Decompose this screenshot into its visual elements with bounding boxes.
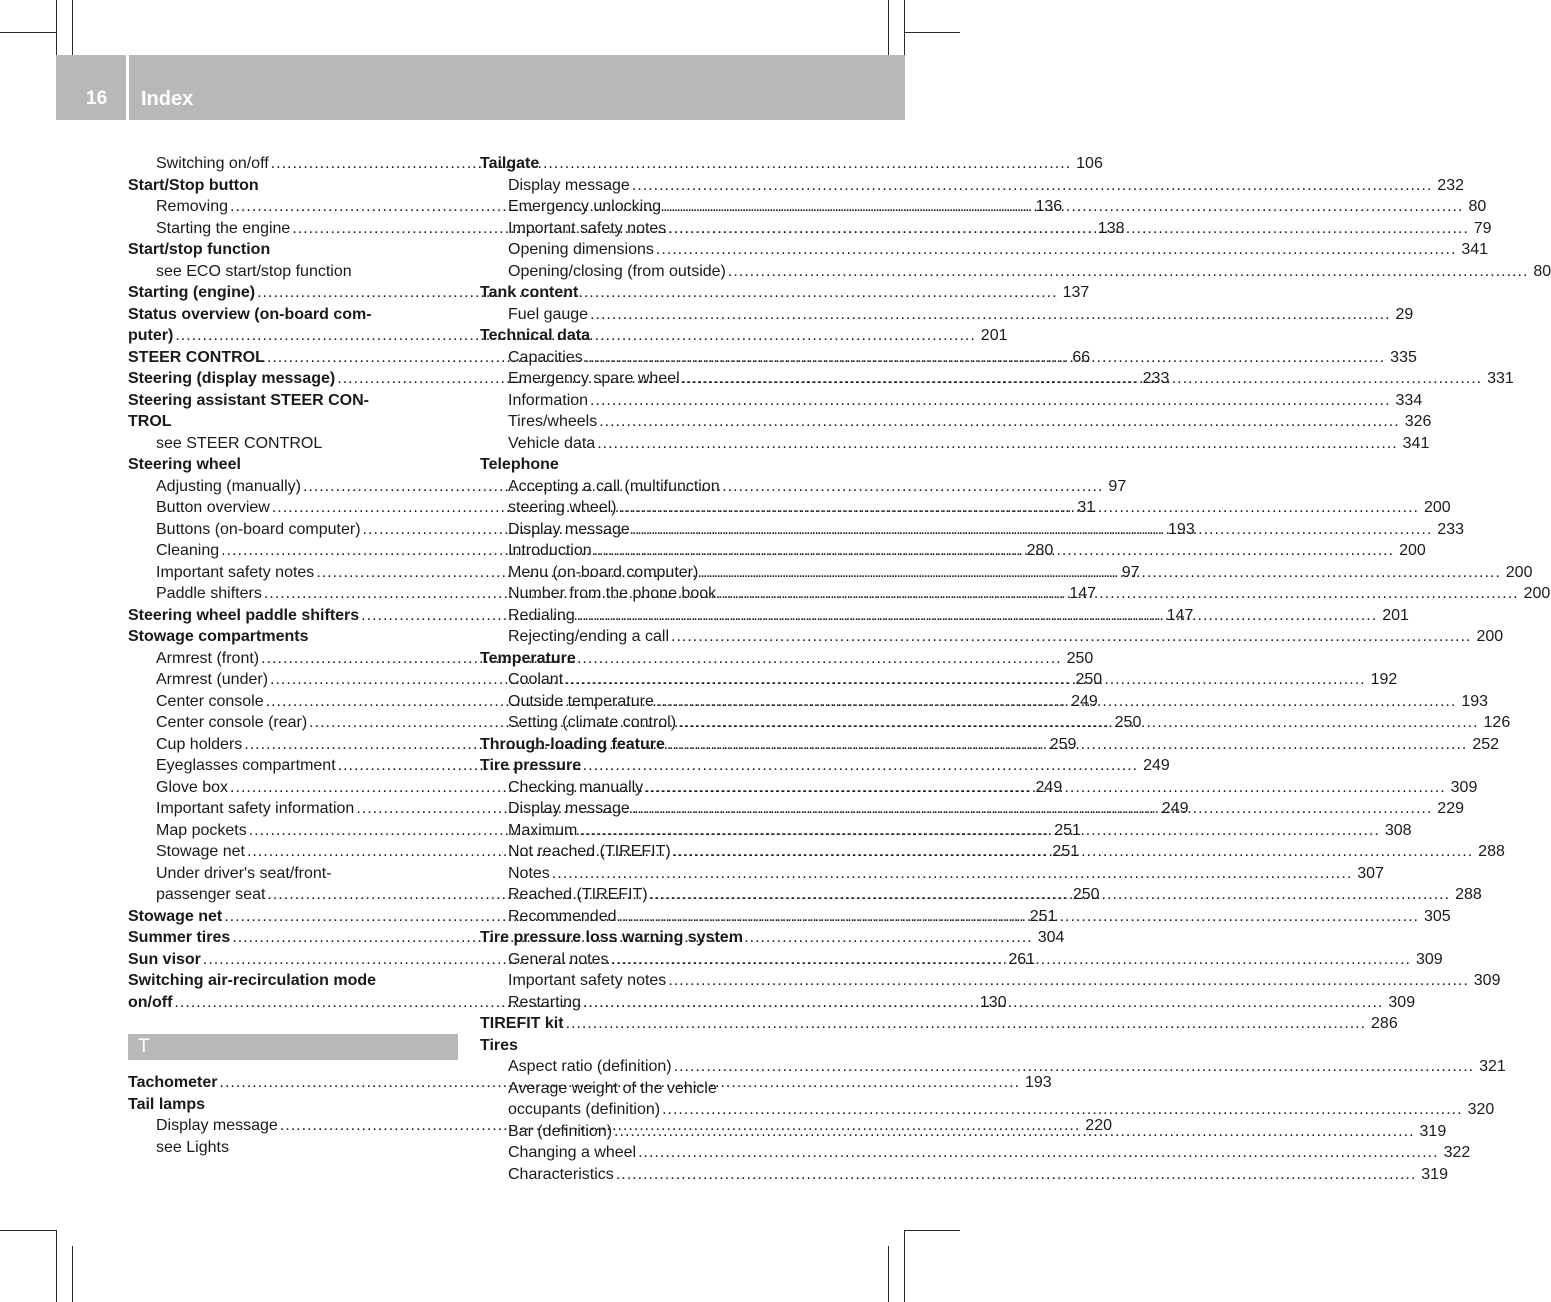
entry-text: Start/stop function (128, 241, 271, 258)
crop-mark (56, 1230, 57, 1302)
dot-leader (678, 712, 1478, 734)
entry-text: Stowage compartments (128, 628, 309, 645)
entry-text: Stowage net (128, 907, 223, 925)
index-subentry (128, 863, 458, 885)
page-reference: 220 (1085, 1117, 1112, 1134)
page-reference: 341 (1402, 434, 1430, 452)
page-reference: 309 (1388, 993, 1416, 1011)
page-reference: 200 (1476, 628, 1504, 645)
page-reference: 252 (1472, 735, 1500, 753)
index-entry (128, 970, 458, 992)
page-reference: 126 (1483, 714, 1511, 731)
letter-heading: T (128, 1034, 458, 1060)
crop-mark (888, 0, 889, 56)
entry-text: Restarting (508, 993, 581, 1011)
page-reference: 233 (1437, 520, 1464, 538)
page-reference: 193 (1024, 1074, 1052, 1091)
page-reference: 307 (1357, 864, 1384, 882)
entry-text: Paddle shifters (156, 585, 262, 602)
entry-text: Armrest (under) (156, 671, 269, 688)
page-reference: 137 (1062, 284, 1090, 301)
dot-leader (619, 906, 1419, 928)
entry-text: Reached (TIREFIT) (508, 886, 648, 903)
entry-text: General notes (508, 950, 609, 968)
crop-mark (904, 32, 960, 33)
page-reference: 334 (1395, 391, 1423, 409)
page-reference: 280 (1026, 542, 1054, 559)
page-reference: 193 (1461, 692, 1489, 710)
dot-leader (667, 734, 1467, 756)
entry-text: puter) (128, 327, 174, 344)
page-reference: 249 (1143, 757, 1170, 774)
entry-text: Capacities (508, 348, 583, 366)
page-reference: 97 (1121, 563, 1140, 581)
page-reference: 136 (1035, 198, 1063, 215)
dot-leader (577, 605, 1377, 627)
entry-text: Cup holders (156, 735, 243, 753)
entry-text: Display message (508, 800, 630, 817)
page-reference: 259 (1049, 735, 1077, 753)
entry-text: Average weight of the vehicle (508, 1079, 717, 1097)
entry-text: Summer tires (128, 929, 231, 946)
index-entry (480, 1013, 1398, 1035)
index-subentry (128, 1137, 458, 1159)
index-entry (128, 411, 458, 433)
dot-leader (671, 626, 1471, 648)
page-reference: 251 (1054, 821, 1081, 839)
entry-text: Emergency unlocking (508, 198, 661, 215)
page-reference: 232 (1437, 176, 1464, 194)
entry-text: passenger seat (156, 886, 266, 903)
index-entry (128, 626, 458, 648)
dot-leader (585, 347, 1385, 369)
index-entry (128, 175, 458, 197)
page-reference: 319 (1419, 1122, 1447, 1140)
entry-text: on/off (128, 993, 173, 1011)
entry-text: Stowage net (156, 843, 245, 860)
entry-text: Steering wheel (128, 456, 241, 473)
page-reference: 80 (1533, 262, 1551, 280)
entry-text: Temperature (480, 649, 576, 667)
page-reference: 341 (1461, 241, 1489, 258)
entry-text: Tires (480, 1036, 518, 1054)
page-reference: 138 (1097, 219, 1125, 237)
index-entry (128, 454, 458, 476)
index-entry (480, 1035, 811, 1057)
dot-leader (590, 390, 1390, 412)
page-reference: 229 (1437, 800, 1464, 817)
section-title: Index (141, 88, 194, 110)
entry-text: Eyeglasses compartment (156, 757, 336, 774)
page-reference: 249 (1071, 692, 1098, 710)
index-subentry (480, 390, 1423, 412)
dot-leader (668, 970, 1468, 992)
entry-text: Outside temperature (508, 692, 654, 710)
page-reference: 79 (1473, 219, 1492, 237)
crop-mark (0, 32, 56, 33)
dot-leader (673, 841, 1473, 863)
entry-text: Changing a wheel (508, 1144, 637, 1161)
entry-text: Start/Stop button (128, 176, 259, 194)
entry-text: Steering (display message) (128, 370, 336, 387)
dot-leader (619, 497, 1419, 519)
index-subentry (480, 411, 1432, 433)
index-entry (128, 239, 458, 261)
entry-text: Under driver's seat/front- (156, 864, 332, 882)
entry-text: Important safety notes (508, 219, 667, 237)
page-reference: 250 (1072, 886, 1100, 903)
entry-text: Sun visor (128, 950, 201, 968)
entry-text: Tailgate (480, 155, 540, 172)
entry-text: Adjusting (manually) (156, 477, 301, 495)
index-subentry (480, 1056, 1506, 1078)
entry-text: Starting (engine) (128, 284, 256, 301)
entry-text: Maximum (508, 821, 578, 839)
page-reference: 309 (1473, 972, 1501, 989)
dot-leader (597, 433, 1397, 455)
crop-mark (72, 0, 73, 56)
entry-text: Steering wheel paddle shifters (128, 606, 360, 624)
entry-text: Technical data (480, 327, 590, 344)
dot-leader (674, 1056, 1474, 1078)
dot-leader (611, 949, 1411, 971)
dot-leader (650, 884, 1450, 906)
page-reference: 147 (1166, 606, 1194, 624)
entry-text: Bar (definition) (508, 1122, 613, 1140)
dot-leader (682, 368, 1482, 390)
index-subentry (480, 863, 1384, 885)
entry-text: see Lights (156, 1138, 229, 1156)
entry-text: occupants (definition) (508, 1101, 661, 1118)
dot-leader (718, 583, 1518, 605)
entry-text: Status overview (on-board com- (128, 305, 372, 323)
page-reference: 304 (1037, 929, 1065, 946)
entry-text: Introduction (508, 542, 592, 559)
entry-text: Checking manually (508, 778, 644, 796)
page-reference: 288 (1455, 886, 1482, 903)
entry-text: Switching air-recirculation mode (128, 972, 377, 989)
dot-leader (632, 519, 1432, 541)
entry-text: Number from the phone book (508, 585, 717, 602)
page-reference: 249 (1035, 778, 1063, 796)
index-entry (480, 325, 811, 347)
page-reference: 200 (1423, 499, 1451, 516)
index-entry (480, 927, 811, 949)
page-reference: 251 (1029, 907, 1057, 925)
page-reference: 309 (1450, 778, 1478, 796)
entry-text: Important safety notes (508, 972, 667, 989)
page-reference: 192 (1370, 671, 1398, 688)
page-reference: 106 (1076, 155, 1103, 172)
page-reference: 201 (980, 327, 1008, 344)
page-reference: 147 (1069, 585, 1097, 602)
entry-text: see STEER CONTROL (156, 434, 323, 452)
dot-leader (552, 863, 1352, 885)
dot-leader (599, 411, 1399, 433)
entry-text: Starting the engine (156, 219, 291, 237)
index-entry (128, 390, 458, 412)
index-entry (128, 304, 458, 326)
dot-leader (663, 196, 1463, 218)
entry-text: Tachometer (128, 1074, 218, 1091)
dot-leader (668, 218, 1468, 240)
dot-leader (700, 562, 1500, 584)
index-entry (128, 1094, 458, 1116)
crop-mark (904, 1230, 905, 1302)
index-subentry (480, 175, 1464, 197)
entry-text: Buttons (on-board computer) (156, 520, 361, 538)
dot-leader (594, 540, 1394, 562)
index-subentry (480, 970, 1501, 992)
entry-text: Menu (on-board computer) (508, 563, 699, 581)
index-entry (480, 282, 811, 304)
index-entry (480, 153, 811, 175)
dot-leader (632, 798, 1432, 820)
page-reference: 200 (1523, 585, 1551, 602)
page-reference: 250 (1066, 649, 1094, 667)
page-reference: 320 (1467, 1101, 1495, 1118)
page-reference: 322 (1443, 1144, 1471, 1161)
entry-text: Not reached (TIREFIT) (508, 843, 671, 860)
crop-mark (888, 1246, 889, 1302)
entry-text: Glove box (156, 778, 229, 796)
index-subentry (128, 433, 458, 455)
dot-leader (614, 1121, 1414, 1143)
page-reference: 288 (1478, 843, 1505, 860)
entry-text: Center console (156, 692, 264, 710)
entry-text: Setting (climate control) (508, 714, 677, 731)
header-divider (126, 55, 129, 120)
page-reference: 200 (1399, 542, 1426, 559)
index-subentry (480, 304, 1414, 326)
page-reference: 309 (1415, 950, 1443, 968)
entry-text: Tail lamps (128, 1095, 206, 1113)
page-reference: 97 (1108, 477, 1127, 495)
index-subentry (128, 261, 458, 283)
entry-text: Coolant (508, 671, 564, 688)
page-reference: 261 (1008, 950, 1036, 968)
page-reference: 286 (1371, 1015, 1398, 1032)
dot-leader (645, 777, 1445, 799)
page-reference: 31 (1077, 499, 1096, 516)
crop-mark (72, 1246, 73, 1302)
entry-text: steering wheel) (508, 499, 617, 516)
crop-mark (0, 1230, 56, 1231)
index-subentry (480, 239, 1489, 261)
index-entry (480, 648, 811, 670)
entry-text: Cleaning (156, 542, 220, 559)
entry-text: Tire pressure (480, 757, 582, 774)
dot-leader (590, 304, 1390, 326)
page-reference: 200 (1505, 563, 1533, 581)
page-reference: 251 (1052, 843, 1080, 860)
entry-text: Notes (508, 864, 550, 882)
entry-text: Emergency spare wheel (508, 370, 680, 387)
index-subentry (480, 1078, 811, 1100)
entry-text: Switching on/off (156, 155, 269, 172)
page-reference: 193 (1168, 520, 1195, 538)
page-reference: 201 (1382, 606, 1409, 624)
dot-leader (728, 261, 1528, 283)
entry-text: Rejecting/ending a call (508, 628, 669, 645)
crop-mark (56, 0, 57, 56)
entry-text: Telephone (480, 456, 559, 473)
dot-leader (565, 669, 1365, 691)
crop-mark (904, 1230, 960, 1231)
index-subentry (480, 433, 1430, 455)
entry-text: Fuel gauge (508, 305, 589, 323)
entry-text: Display message (508, 176, 630, 194)
dot-leader (656, 691, 1456, 713)
index-subentry (480, 1142, 1471, 1164)
page-reference: 319 (1421, 1165, 1448, 1183)
entry-text: Armrest (front) (156, 649, 260, 667)
entry-text: Characteristics (508, 1165, 614, 1183)
page-reference: 308 (1384, 821, 1412, 839)
entry-text: Important safety notes (156, 563, 315, 581)
dot-leader (566, 1013, 1366, 1035)
page-reference: 335 (1390, 348, 1417, 366)
entry-text: see ECO start/stop function (156, 262, 352, 280)
page-reference: 305 (1423, 907, 1451, 925)
entry-text: Display message (508, 520, 630, 538)
entry-text: Center console (rear) (156, 714, 308, 731)
entry-text: Through-loading feature (480, 735, 665, 753)
entry-text: Tank content (480, 284, 579, 301)
dot-leader (616, 1164, 1416, 1186)
page-reference: 331 (1487, 370, 1514, 387)
page-reference: 29 (1395, 305, 1414, 323)
entry-text: Tires/wheels (508, 413, 598, 430)
entry-text: Display message (156, 1117, 278, 1134)
entry-text: Vehicle data (508, 434, 596, 452)
page-reference: 130 (979, 993, 1007, 1011)
page-reference: 249 (1161, 800, 1189, 817)
index-subentry (480, 1099, 1495, 1121)
page-reference: 326 (1404, 413, 1432, 430)
index-subentry (480, 261, 1551, 283)
page-reference: 321 (1479, 1058, 1506, 1075)
entry-text: Removing (156, 198, 229, 215)
page-reference: 250 (1114, 714, 1142, 731)
entry-text: Recommended (508, 907, 617, 925)
dot-leader (662, 1099, 1462, 1121)
entry-text: Redialing (508, 606, 575, 624)
entry-text: Accepting a call (multifunction (508, 477, 720, 495)
index-entry (480, 454, 811, 476)
entry-text: Opening/closing (from outside) (508, 262, 726, 280)
index-subentry (480, 626, 1504, 648)
index-subentry (480, 1164, 1448, 1186)
dot-leader (632, 175, 1432, 197)
entry-text: Tire pressure loss warning system (480, 929, 743, 946)
entry-text: Opening dimensions (508, 241, 654, 258)
page-reference: 233 (1142, 370, 1170, 387)
dot-leader (583, 992, 1383, 1014)
page-reference: 250 (1075, 671, 1103, 688)
entry-text: Steering assistant STEER CON- (128, 391, 369, 409)
dot-leader (638, 1142, 1438, 1164)
entry-text: Information (508, 391, 589, 409)
page-reference: 66 (1072, 348, 1091, 366)
page-number: 16 (86, 88, 108, 109)
entry-text: Aspect ratio (definition) (508, 1058, 672, 1075)
entry-text: Map pockets (156, 821, 247, 839)
crop-mark (904, 0, 905, 56)
entry-text: STEER CONTROL (128, 348, 265, 366)
dot-leader (579, 820, 1379, 842)
entry-text: TIREFIT kit (480, 1015, 564, 1032)
entry-text: TROL (128, 413, 172, 430)
entry-text: Button overview (156, 499, 270, 516)
entry-text: Important safety information (156, 800, 355, 817)
dot-leader (656, 239, 1456, 261)
index-entry (480, 755, 811, 777)
page-reference: 80 (1468, 198, 1487, 215)
index-subentry (480, 476, 811, 498)
